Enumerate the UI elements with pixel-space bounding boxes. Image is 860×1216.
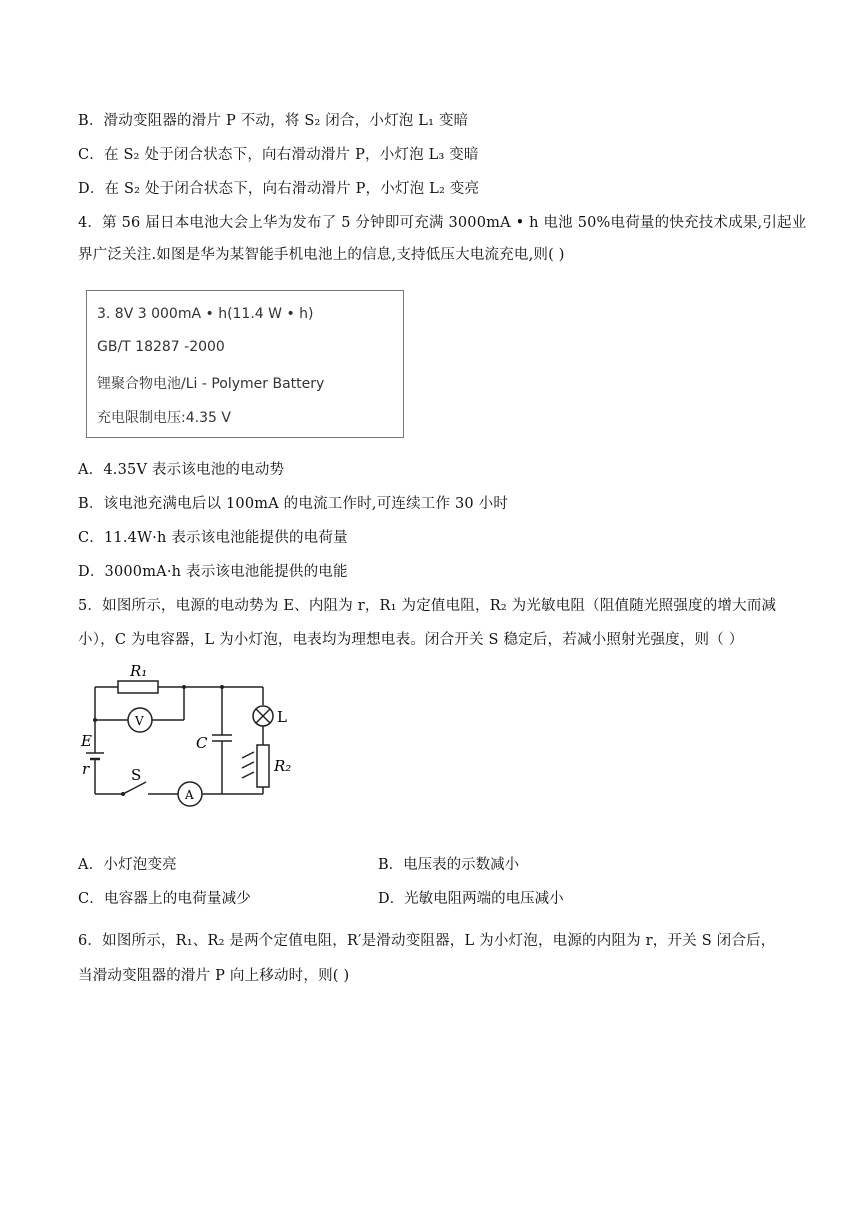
q4-option-c: C．11.4W·h 表示该电池能提供的电荷量 [78, 530, 348, 546]
q4-option-a: A．4.35V 表示该电池的电动势 [78, 462, 285, 478]
r2-photoresistor [257, 745, 269, 787]
q4-stem-line1: 4．第 56 届日本电池大会上华为发布了 5 分钟即可充满 3000mA • h 电池 50%电荷量的快充技术成果,引起业 [78, 215, 807, 231]
q6-stem-line1: 6．如图所示，R₁、R₂ 是两个定值电阻，R′是滑动变阻器，L 为小灯泡，电源的内阻为 r，开关 S 闭合后， [78, 933, 776, 949]
q4-option-d: D．3000mA·h 表示该电池能提供的电能 [78, 564, 348, 580]
q5-option-d: D．光敏电阻两端的电压减小 [378, 891, 564, 907]
q5-option-b: B．电压表的示数减小 [378, 857, 520, 873]
ammeter-label: A [185, 788, 194, 802]
switch-label: S [131, 766, 142, 784]
battery-label-line1: 3. 8V 3 000mA • h(11.4 W • h) [97, 306, 314, 322]
q5-option-a: A．小灯泡变亮 [78, 857, 177, 873]
q3-option-c: C．在 S₂ 处于闭合状态下，向右滑动滑片 P，小灯泡 L₃ 变暗 [78, 147, 479, 163]
q5-stem-line1: 5．如图所示，电源的电动势为 E、内阻为 r，R₁ 为定值电阻，R₂ 为光敏电阻（阻值随光照强度的增大而减 [78, 598, 777, 614]
q5-stem-line2: 小），C 为电容器，L 为小灯泡，电表均为理想电表。闭合开关 S 稳定后，若减小照射光强度，则（ ） [78, 632, 744, 648]
battery-label-line3: 锂聚合物电池/Li - Polymer Battery [97, 376, 325, 392]
emf-label: E [81, 732, 92, 750]
q6-stem-line2: 当滑动变阻器的滑片 P 向上移动时，则( ) [78, 968, 350, 984]
lamp-label: L [277, 708, 287, 726]
r2-label: R₂ [274, 757, 292, 775]
q4-stem-line2: 界广泛关注.如图是华为某智能手机电池上的信息,支持低压大电流充电,则( ) [78, 247, 565, 263]
battery-label-image [86, 290, 404, 438]
q3-option-d: D．在 S₂ 处于闭合状态下，向右滑动滑片 P，小灯泡 L₂ 变亮 [78, 181, 480, 197]
voltmeter-label: V [135, 714, 144, 728]
q5-option-c: C．电容器上的电荷量减少 [78, 891, 251, 907]
q3-option-b: B．滑动变阻器的滑片 P 不动，将 S₂ 闭合，小灯泡 L₁ 变暗 [78, 113, 469, 129]
q4-option-b: B．该电池充满电后以 100mA 的电流工作时,可连续工作 30 小时 [78, 496, 509, 512]
battery-label-line2: GB/T 18287 -2000 [97, 339, 225, 355]
capacitor-label: C [196, 734, 208, 752]
battery-label-line4: 充电限制电压:4.35 V [97, 410, 231, 426]
circuit-diagram [78, 660, 318, 810]
r1-resistor [118, 681, 158, 693]
r1-label: R₁ [130, 662, 148, 680]
internal-resistance-label: r [82, 760, 90, 778]
